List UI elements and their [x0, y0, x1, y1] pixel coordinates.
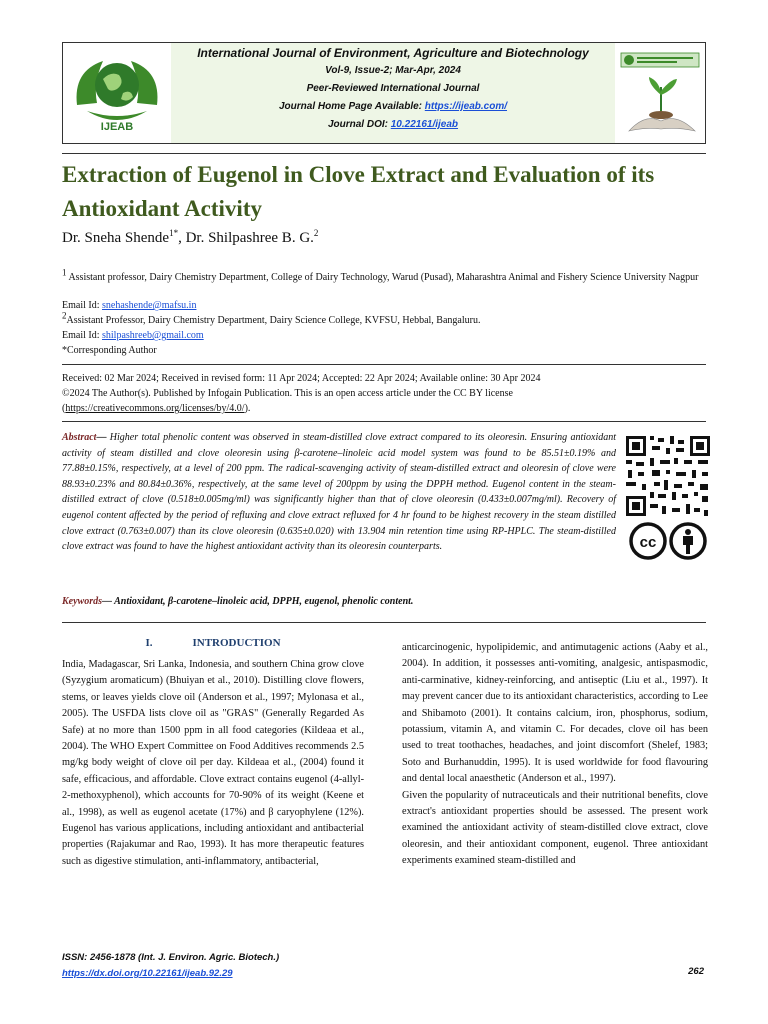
homepage-link[interactable]: https://ijeab.com/ — [424, 101, 508, 112]
section-title: INTRODUCTION — [192, 637, 281, 649]
svg-text:cc: cc — [639, 534, 657, 551]
license-line: (https://creativecommons.org/licenses/by/4.0/). — [62, 403, 251, 414]
section-number: I. — [145, 637, 153, 649]
paper-title: Extraction of Eugenol in Clove Extract and Evaluation of its Antioxidant Activity — [62, 162, 655, 221]
dates-divider — [62, 364, 706, 365]
email-1: Email Id: snehashende@mafsu.in — [62, 300, 197, 311]
keywords-text: Antioxidant, β-carotene–linoleic acid, DPPH, eugenol, phenolic content. — [114, 596, 414, 607]
header-divider — [62, 153, 706, 154]
affiliation-2: $^2$Assistant Professor, Dairy Chemistry Department, Dairy Science College, KVFSU, Hebbal, Bangaluru. — [62, 310, 481, 326]
copyright-line: ©2024 The Author(s). Published by Infogain Publication. This is an open access article under the CC BY license — [62, 388, 513, 399]
body-column-left: India, Madagascar, Sri Lanka, Indonesia, and southern China grow clove (Syzygium aromaticum) (Bhuiyan et al., 2010). Distilling clove flowers, stems, or leaves yields clove oil (Anderson et al., 1997; Mylonasa et al., 2005). The USFDA lists clove oil as "GRAS" (Generally Regarded As Safe) at no more than 1500 ppm in all food categories (Kildeaa et al., 2004). The WHO Expert Committee on Food Additives recommends 2.5 mg/kg body weight of clove oil per day. Kildeaa et al., (2004) found it safe, efficacious, and affordable. Clove extract contains eugenol (4-allyl-2-methoxyphenol), which accounts for 70-90% of its weight (Keene et al., 1998), as well as eugenol acetate (17%) and β caryophylene (12%). Eugenol has various applications, including antioxidant and antibacterial properties (Rajakumar and Rao, 1993). It has more therapeutic features such as digestive stimulation, anti-inflammatory, antibacterial, — [62, 659, 364, 867]
corresponding-note: *Corresponding Author — [62, 345, 157, 356]
abstract-text: Higher total phenolic content was observed in steam-distilled clove extract compared to its oleoresin. Ensuring antioxidant activity of steam distilled and clove oleoresin using β-carotene–linoleic acid model system was found to be 85.51±0.19% and 77.88±0.15%, respectively, at a level of 200 ppm. The radical-scavenging activity of steam-distilled extract and oleoresin of clove were 88.93±0.23% and 80.84±0.36%, respectively, at the same level of 200ppm by using the DPPH method. Eugenol content in the steam-distilled extract of clove (0.518±0.005mg/ml) was significantly higher than that of clove oleoresin (0.433±0.007mg/ml). Recovery of eugenol content affected by the period of refluxing and clove extract refluxed for 4 hr found to be highest recovery in the steam distilled clove extract (0.763±0.007) than its clove oleoresin (0.635±0.020) with 13.904 min retention time using RP-HPLC. The steam-distilled clove extract was found to have the highest antioxidant activity than its oleoresin counterparts. — [62, 432, 617, 553]
license-link[interactable]: https://creativecommons.org/licenses/by/4.0/ — [65, 403, 245, 414]
body-paragraph: anticarcinogenic, hypolipidemic, and antimutagenic actions (Aaby et al., 2004). In addition, it possesses anti-vomiting, analgesic, antispasmodic, anti-carminative, kidney-reinforcing, and antiseptic (Liu et al., 1997). It may prevent cancer due to its antioxidant characteristics, according to Lee and Shibamoto (2001). It contains calcium, iron, phosphorus, sodium, potassium, vitamin A, and vitamin C. For decades, clove oil has been used to treat toothaches, headaches, and joint discomfort (Shelef, 1983; Soto and Burhanuddin, 1995). It is used worldwide for food flavouring and dental local anaesthetic (Anderson et al., 1997). — [402, 642, 708, 785]
author-1: Dr. Sneha Shende — [62, 230, 170, 246]
journal-logo — [63, 43, 171, 143]
journal-doi: Journal DOI: 10.22161/ijeab — [327, 119, 459, 130]
keywords: Keywords— Antioxidant, β-carotene–linoleic acid, DPPH, eugenol, phenolic content. — [62, 596, 414, 607]
affiliation-1: $^1$ Assistant professor, Dairy Chemistry Department, College of Dairy Technology, Warud (Pusad), Maharashtra Animal and Fishery Science University Nagpur — [62, 267, 699, 283]
page-number: 262 — [688, 966, 704, 977]
journal-title: International Journal of Environment, Agriculture and Biotechnology — [197, 46, 589, 60]
footer-doi-link[interactable]: https://dx.doi.org/10.22161/ijeab.92.29 — [62, 968, 233, 979]
body-column-right — [402, 640, 708, 870]
author-2: , Dr. Shilpashree B. G. — [178, 230, 314, 246]
cc-by-license-icon[interactable] — [624, 521, 712, 561]
doi-link[interactable]: 10.22161/ijeab — [390, 119, 459, 130]
qr-code-icon[interactable] — [624, 434, 712, 518]
journal-volume: Vol-9, Issue-2; Mar-Apr, 2024 — [325, 65, 461, 76]
abstract-label: Abstract — [62, 432, 97, 443]
cover-image — [615, 43, 705, 143]
plant-hands-icon — [615, 43, 705, 143]
journal-homepage: Journal Home Page Available: https://ijeab.com/ — [278, 101, 508, 112]
journal-header — [62, 42, 706, 144]
keywords-label: Keywords — [62, 596, 102, 607]
page-footer — [62, 950, 706, 982]
publication-dates — [62, 371, 702, 416]
email-2: Email Id: shilpashreeb@gmail.com — [62, 330, 204, 341]
peer-review-label: Peer-Reviewed International Journal — [306, 83, 480, 94]
footer-issn: ISSN: 2456-1878 (Int. J. Environ. Agric. Biotech.) — [62, 952, 280, 963]
journal-info — [171, 43, 615, 143]
author-list: Dr. Sneha Shende$^{1*}$, Dr. Shilpashree B. G.$^2$ — [62, 228, 319, 246]
logo-text: IJEAB — [100, 121, 134, 133]
body-paragraph: Given the popularity of nutraceuticals and their nutritional benefits, clove extract's antioxidant properties should be assessed. The present work examined the antioxidant activity of steam-distilled clove extract, clove oleoresin, and their antioxidant component, eugenol. Three antioxidant experiments examined steam-distilled and — [402, 789, 708, 867]
received-dates: Received: 02 Mar 2024; Received in revised form: 11 Apr 2024; Accepted: 22 Apr 2024; Available online: 30 Apr 2024 — [62, 373, 541, 384]
keywords-divider — [62, 622, 706, 623]
section-heading — [62, 637, 364, 649]
abstract-divider — [62, 421, 706, 422]
abstract: Abstract— Higher total phenolic content was observed in steam-distilled clove extract compared to its oleoresin. Ensuring antioxidant activity of steam distilled and clove oleoresin using β-carotene–linoleic acid model system was found to be 85.51±0.19% and 77.88±0.15%, respectively, at a level of 200 ppm. The radical-scavenging activity of steam-distilled extract and oleoresin of clove were 88.93±0.23% and 80.84±0.36%, respectively, at the same level of 200ppm by using the DPPH method. Eugenol content in the steam-distilled extract of clove (0.518±0.005mg/ml) was significantly higher than that of clove oleoresin (0.433±0.007mg/ml). Recovery of eugenol content affected by the period of refluxing and clove extract refluxed for 4 hr found to be highest recovery in the steam distilled clove extract (0.763±0.007) than its clove oleoresin (0.635±0.020) with 13.904 min retention time using RP-HPLC. The steam-distilled clove extract was found to have the highest antioxidant activity than its oleoresin counterparts. — [62, 432, 617, 553]
email-1-link[interactable]: snehashende@mafsu.in — [102, 300, 197, 311]
email-2-link[interactable]: shilpashreeb@gmail.com — [102, 330, 204, 341]
